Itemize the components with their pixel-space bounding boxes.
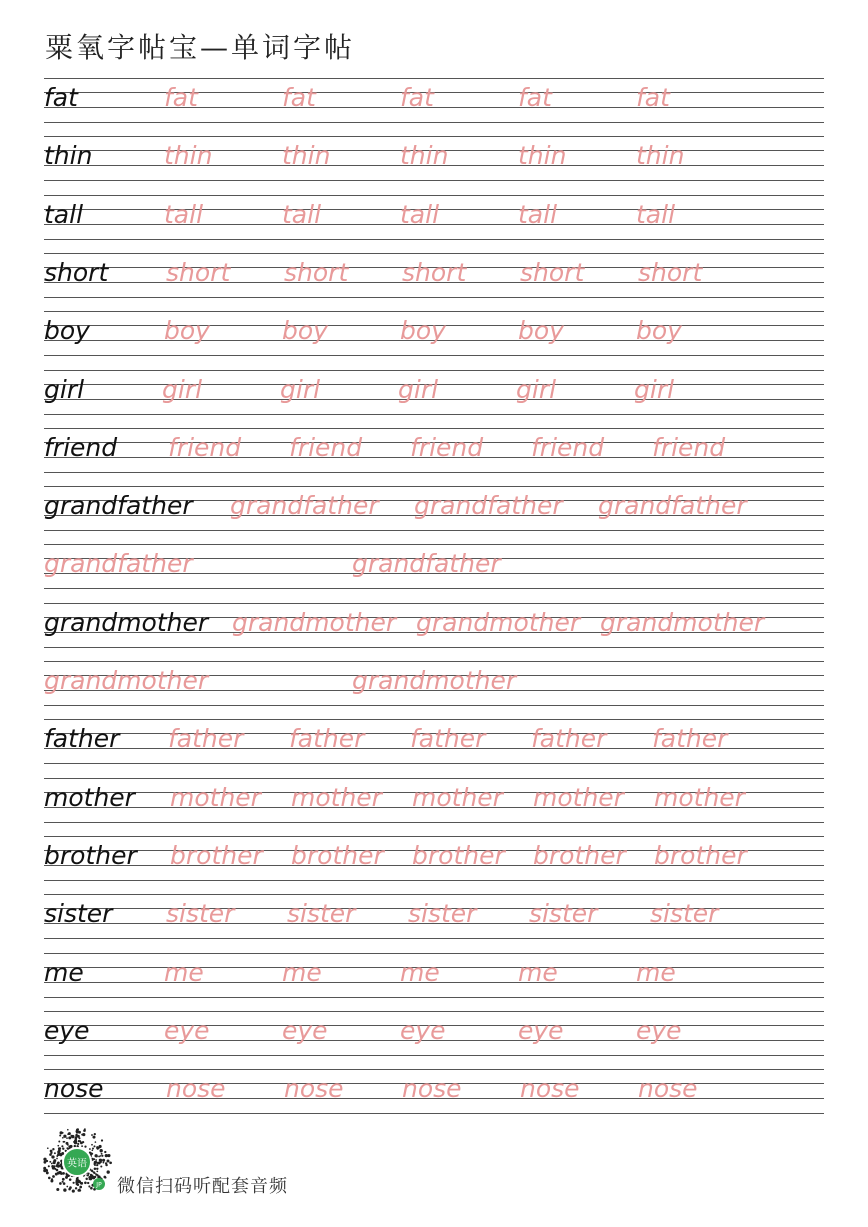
trace-word[interactable]: boy [636, 316, 682, 346]
trace-word[interactable]: grandmother [416, 607, 581, 637]
trace-word[interactable]: sister [529, 899, 598, 929]
practice-row [44, 719, 824, 764]
trace-word[interactable]: eye [282, 1015, 328, 1045]
practice-row [44, 661, 824, 706]
guide-line [44, 1113, 824, 1114]
guide-line [44, 836, 824, 837]
trace-word[interactable]: nose [166, 1074, 226, 1104]
guide-line [44, 253, 824, 254]
guide-line [44, 92, 824, 93]
trace-word[interactable]: grandmother [44, 666, 209, 695]
footer [42, 1128, 462, 1198]
trace-word[interactable]: father [289, 724, 365, 754]
guide-line [44, 107, 824, 108]
trace-word[interactable]: tall [164, 199, 204, 229]
guide-line [44, 414, 824, 415]
trace-word[interactable]: short [284, 257, 349, 287]
guide-line [44, 180, 824, 181]
trace-word[interactable]: brother [412, 840, 505, 870]
trace-word[interactable]: eye [518, 1015, 564, 1045]
trace-word[interactable]: short [638, 257, 703, 287]
practice-row [44, 953, 824, 998]
guide-line [44, 647, 824, 648]
trace-word[interactable]: girl [280, 374, 321, 404]
model-word: fat [44, 83, 78, 112]
trace-word[interactable]: girl [634, 374, 675, 404]
model-word: brother [44, 840, 137, 870]
trace-word[interactable]: mother [170, 782, 261, 812]
guide-line [44, 822, 824, 823]
trace-word[interactable]: mother [654, 782, 745, 812]
guide-line [44, 239, 824, 240]
practice-row [44, 544, 824, 589]
practice-row [44, 253, 824, 298]
trace-word[interactable]: sister [287, 899, 356, 929]
model-word: tall [44, 199, 84, 229]
trace-word[interactable]: tall [282, 199, 322, 229]
guide-line [44, 1055, 824, 1056]
guide-line [44, 603, 824, 604]
trace-word[interactable]: father [531, 724, 607, 754]
model-word: grandfather [44, 491, 193, 521]
trace-word[interactable]: nose [402, 1074, 462, 1104]
qr-small-badge-text: JP [96, 1181, 102, 1189]
guide-line [44, 78, 824, 79]
model-word: nose [44, 1074, 104, 1104]
practice-row [44, 894, 824, 939]
model-word: grandmother [44, 607, 209, 637]
guide-line [44, 705, 824, 706]
guide-line [44, 122, 824, 123]
trace-word[interactable]: grandfather [44, 549, 193, 579]
trace-word[interactable]: boy [400, 316, 446, 346]
trace-word[interactable]: sister [408, 899, 477, 929]
trace-word[interactable]: fat [400, 83, 434, 112]
guide-line [44, 1069, 824, 1070]
model-word: thin [44, 141, 93, 171]
guide-line [44, 953, 824, 954]
practice-row [44, 195, 824, 240]
trace-word[interactable]: father [168, 724, 244, 754]
trace-word[interactable]: brother [654, 840, 747, 870]
model-word: girl [44, 374, 85, 404]
trace-word[interactable]: friend [289, 432, 363, 462]
guide-line [44, 778, 824, 779]
trace-word[interactable]: friend [531, 432, 605, 462]
trace-word[interactable]: tall [518, 199, 558, 229]
trace-word[interactable]: thin [636, 141, 685, 171]
footer-caption: 微信扫码听配套音频 [117, 1176, 288, 1197]
guide-line [44, 763, 824, 764]
trace-word[interactable]: grandfather [598, 491, 747, 521]
trace-word[interactable]: tall [400, 199, 440, 229]
trace-word[interactable]: father [410, 724, 486, 754]
trace-word[interactable]: sister [166, 899, 235, 929]
model-word: sister [44, 899, 113, 929]
trace-word[interactable]: sister [650, 899, 719, 929]
trace-word[interactable]: fat [164, 83, 198, 112]
guide-line [44, 355, 824, 356]
trace-word[interactable]: thin [400, 141, 449, 171]
trace-word[interactable]: short [166, 257, 231, 287]
trace-word[interactable]: friend [410, 432, 484, 462]
guide-line [44, 938, 824, 939]
trace-word[interactable]: grandfather [414, 491, 563, 521]
guide-line [44, 530, 824, 531]
trace-word[interactable]: girl [162, 374, 203, 404]
trace-word[interactable]: me [282, 957, 322, 987]
guide-line [44, 195, 824, 196]
model-word: boy [44, 316, 90, 346]
trace-word[interactable]: grandmother [600, 607, 765, 637]
model-word: short [44, 257, 109, 287]
trace-word[interactable]: fat [636, 83, 670, 112]
practice-row [44, 603, 824, 648]
model-word: me [44, 957, 84, 987]
guide-line [44, 428, 824, 429]
trace-word[interactable]: mother [291, 782, 382, 812]
trace-word[interactable]: boy [164, 316, 210, 346]
model-word: friend [44, 432, 118, 462]
trace-word[interactable]: short [520, 257, 585, 287]
guide-line [44, 588, 824, 589]
trace-word[interactable]: friend [652, 432, 726, 462]
trace-word[interactable]: me [636, 957, 676, 987]
trace-word[interactable]: boy [518, 316, 564, 346]
trace-word[interactable]: grandfather [352, 549, 501, 579]
practice-row [44, 78, 824, 123]
practice-row [44, 370, 824, 415]
guide-line [44, 370, 824, 371]
trace-word[interactable]: brother [533, 840, 626, 870]
practice-row [44, 1069, 824, 1114]
guide-line [44, 136, 824, 137]
trace-word[interactable]: fat [518, 83, 552, 112]
practice-row [44, 836, 824, 881]
trace-word[interactable]: nose [638, 1074, 698, 1104]
trace-word[interactable]: eye [636, 1015, 682, 1045]
trace-word[interactable]: me [518, 957, 558, 987]
guide-line [44, 894, 824, 895]
guide-line [44, 719, 824, 720]
guide-line [44, 472, 824, 473]
practice-row [44, 1011, 824, 1056]
practice-row [44, 136, 824, 181]
practice-row [44, 778, 824, 823]
trace-word[interactable]: short [402, 257, 467, 287]
guide-line [44, 1011, 824, 1012]
practice-row [44, 428, 824, 473]
trace-word[interactable]: girl [516, 374, 557, 404]
guide-line [44, 311, 824, 312]
guide-line [44, 997, 824, 998]
model-word: eye [44, 1015, 90, 1045]
guide-line [44, 661, 824, 662]
trace-word[interactable]: fat [282, 83, 316, 112]
guide-line [44, 297, 824, 298]
trace-word[interactable]: grandfather [230, 491, 379, 521]
trace-word[interactable]: thin [164, 141, 213, 171]
trace-word[interactable]: boy [282, 316, 328, 346]
trace-word[interactable]: eye [400, 1015, 446, 1045]
trace-word[interactable]: mother [533, 782, 624, 812]
trace-word[interactable]: thin [282, 141, 331, 171]
model-word: mother [44, 782, 135, 812]
trace-word[interactable]: me [164, 957, 204, 987]
trace-word[interactable]: nose [284, 1074, 344, 1104]
guide-line [44, 486, 824, 487]
trace-word[interactable]: brother [170, 840, 263, 870]
page-title: 粟氧字帖宝—单词字帖 [45, 31, 356, 64]
trace-word[interactable]: nose [520, 1074, 580, 1104]
trace-word[interactable]: eye [164, 1015, 210, 1045]
trace-word[interactable]: tall [636, 199, 676, 229]
trace-word[interactable]: brother [291, 840, 384, 870]
trace-word[interactable]: girl [398, 374, 439, 404]
trace-word[interactable]: mother [412, 782, 503, 812]
trace-word[interactable]: grandmother [352, 666, 517, 695]
practice-row [44, 486, 824, 531]
mini-program-qr-code[interactable] [42, 1128, 112, 1198]
trace-word[interactable]: father [652, 724, 728, 754]
trace-word[interactable]: thin [518, 141, 567, 171]
qr-badge-text: 英语 [67, 1158, 87, 1170]
guide-line [44, 880, 824, 881]
trace-word[interactable]: me [400, 957, 440, 987]
model-word: father [44, 724, 120, 754]
trace-word[interactable]: grandmother [232, 607, 397, 637]
guide-line [44, 544, 824, 545]
practice-row [44, 311, 824, 356]
trace-word[interactable]: friend [168, 432, 242, 462]
